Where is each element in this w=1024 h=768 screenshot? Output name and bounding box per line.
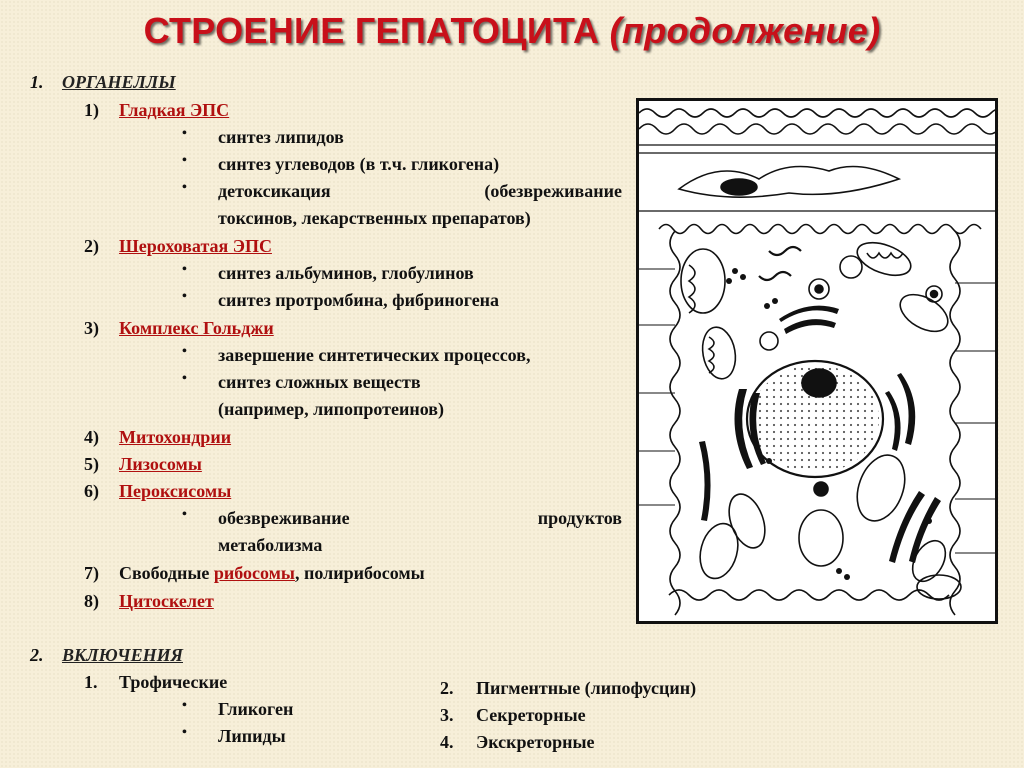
section1-heading: ОРГАНЕЛЛЫ bbox=[62, 72, 176, 92]
inclusion-1-number: 1. bbox=[84, 672, 98, 692]
organelle-2-bullet-1: синтез альбуминов, глобулинов bbox=[218, 263, 474, 283]
ribosome bbox=[732, 268, 738, 274]
organelle-7-label bbox=[119, 562, 425, 584]
mitochondrion bbox=[917, 575, 961, 599]
bullet-icon: • bbox=[182, 344, 187, 359]
inclusion-1-bullet-1: Гликоген bbox=[218, 699, 294, 719]
inclusion-2-label: Пигментные (липофусцин) bbox=[476, 678, 697, 698]
peroxisome bbox=[760, 332, 778, 350]
organelle-3-bullet-1: завершение синтетических процессов, bbox=[218, 345, 531, 365]
bullet-icon: • bbox=[182, 371, 187, 386]
organelle-6-bullet-1-cont: метаболизма bbox=[218, 535, 323, 555]
rough-er-stack bbox=[784, 319, 836, 334]
nucleolus bbox=[802, 369, 836, 397]
rough-er-stack bbox=[885, 391, 901, 451]
bullet-icon: • bbox=[182, 507, 187, 522]
top-membrane-1 bbox=[639, 109, 995, 117]
inclusion-3-number: 3. bbox=[440, 705, 454, 725]
bullet-icon: • bbox=[182, 698, 187, 713]
organelle-2-label: Шероховатая ЭПС bbox=[119, 236, 272, 256]
mitochondrion bbox=[853, 236, 915, 281]
page-title bbox=[0, 10, 1024, 52]
peroxisome bbox=[840, 256, 862, 278]
bullet-icon: • bbox=[182, 126, 187, 141]
cell-left-membrane bbox=[670, 231, 680, 615]
endothelial-cell bbox=[679, 167, 899, 198]
mitochondrion bbox=[694, 519, 743, 582]
organelle-1-bullet-2: синтез углеводов (в т.ч. гликогена) bbox=[218, 154, 500, 174]
section2-number: 2. bbox=[30, 645, 44, 665]
organelle-5-label: Лизосомы bbox=[119, 454, 202, 474]
inclusion-1-label: Трофические bbox=[119, 672, 228, 692]
organelle-6-bullet-1 bbox=[218, 507, 622, 529]
section1-number: 1. bbox=[30, 72, 44, 92]
inclusion-3-label: Секреторные bbox=[476, 705, 586, 725]
organelle-3-bullet-2: синтез сложных веществ bbox=[218, 372, 421, 392]
bullet-icon: • bbox=[182, 725, 187, 740]
inclusion-2-number: 2. bbox=[440, 678, 454, 698]
organelle-1-label: Гладкая ЭПС bbox=[119, 100, 230, 120]
organelle-6-number: 6) bbox=[84, 481, 99, 501]
rough-er-stack bbox=[779, 306, 839, 322]
organelle-1-bullet-3b: (обезвреживание bbox=[484, 181, 622, 201]
organelle-7-highlight: рибосомы bbox=[213, 563, 295, 583]
organelle-8-number: 8) bbox=[84, 591, 99, 611]
hepatocyte-diagram bbox=[636, 98, 998, 624]
bullet-icon: • bbox=[182, 153, 187, 168]
organelle-3-number: 3) bbox=[84, 318, 99, 338]
bullet-icon: • bbox=[182, 289, 187, 304]
mitochondrion bbox=[722, 489, 771, 553]
smooth-er bbox=[769, 247, 801, 255]
inclusion-4-number: 4. bbox=[440, 732, 454, 752]
organelle-3-bullet-2-cont: (например, липопротеинов) bbox=[218, 399, 444, 419]
organelle-6-bullet-1b: продуктов bbox=[537, 508, 622, 528]
organelle-4-label: Митохондрии bbox=[119, 427, 232, 447]
inclusion-4-label: Экскреторные bbox=[476, 732, 595, 752]
organelle-8-label: Цитоскелет bbox=[119, 591, 214, 611]
organelle-6-label: Пероксисомы bbox=[119, 481, 232, 501]
organelle-7-number: 7) bbox=[84, 563, 99, 583]
organelle-2-number: 2) bbox=[84, 236, 99, 256]
organelle-4-number: 4) bbox=[84, 427, 99, 447]
organelle-3-label: Комплекс Гольджи bbox=[119, 318, 274, 338]
title-sub: (продолжение) bbox=[609, 10, 881, 51]
cell-top-membrane bbox=[659, 225, 981, 234]
organelle-6-bullet-1a: обезвреживание bbox=[218, 508, 350, 528]
rough-er-stack bbox=[889, 491, 925, 563]
organelle-1-bullet-3 bbox=[218, 180, 622, 202]
organelle-1-bullet-3-cont: токсинов, лекарственных препаратов) bbox=[218, 208, 531, 228]
peroxisome bbox=[814, 482, 828, 496]
section2-heading: ВКЛЮЧЕНИЯ bbox=[62, 645, 183, 665]
organelle-1-number: 1) bbox=[84, 100, 99, 120]
inclusion-1-bullet-2: Липиды bbox=[218, 726, 286, 746]
rough-er-stack bbox=[699, 441, 711, 521]
organelle-1-bullet-3a: детоксикация bbox=[218, 181, 331, 201]
organelle-1-bullet-1: синтез липидов bbox=[218, 127, 344, 147]
organelle-2-bullet-2: синтез протромбина, фибриногена bbox=[218, 290, 500, 310]
mitochondrion bbox=[849, 449, 914, 528]
hepatocyte-drawing bbox=[639, 101, 995, 621]
cell-bottom-membrane bbox=[669, 590, 949, 600]
mitochondrion bbox=[894, 287, 954, 339]
title-main: СТРОЕНИЕ ГЕПАТОЦИТА bbox=[143, 10, 600, 51]
mitochondrion bbox=[799, 510, 843, 566]
mitochondrion bbox=[699, 325, 740, 382]
organelle-7-post: , полирибосомы bbox=[294, 563, 425, 583]
top-membrane-2 bbox=[639, 124, 995, 134]
organelle-7-pre: Свободные bbox=[119, 563, 214, 583]
bullet-icon: • bbox=[182, 262, 187, 277]
bullet-icon: • bbox=[182, 180, 187, 195]
organelle-5-number: 5) bbox=[84, 454, 99, 474]
